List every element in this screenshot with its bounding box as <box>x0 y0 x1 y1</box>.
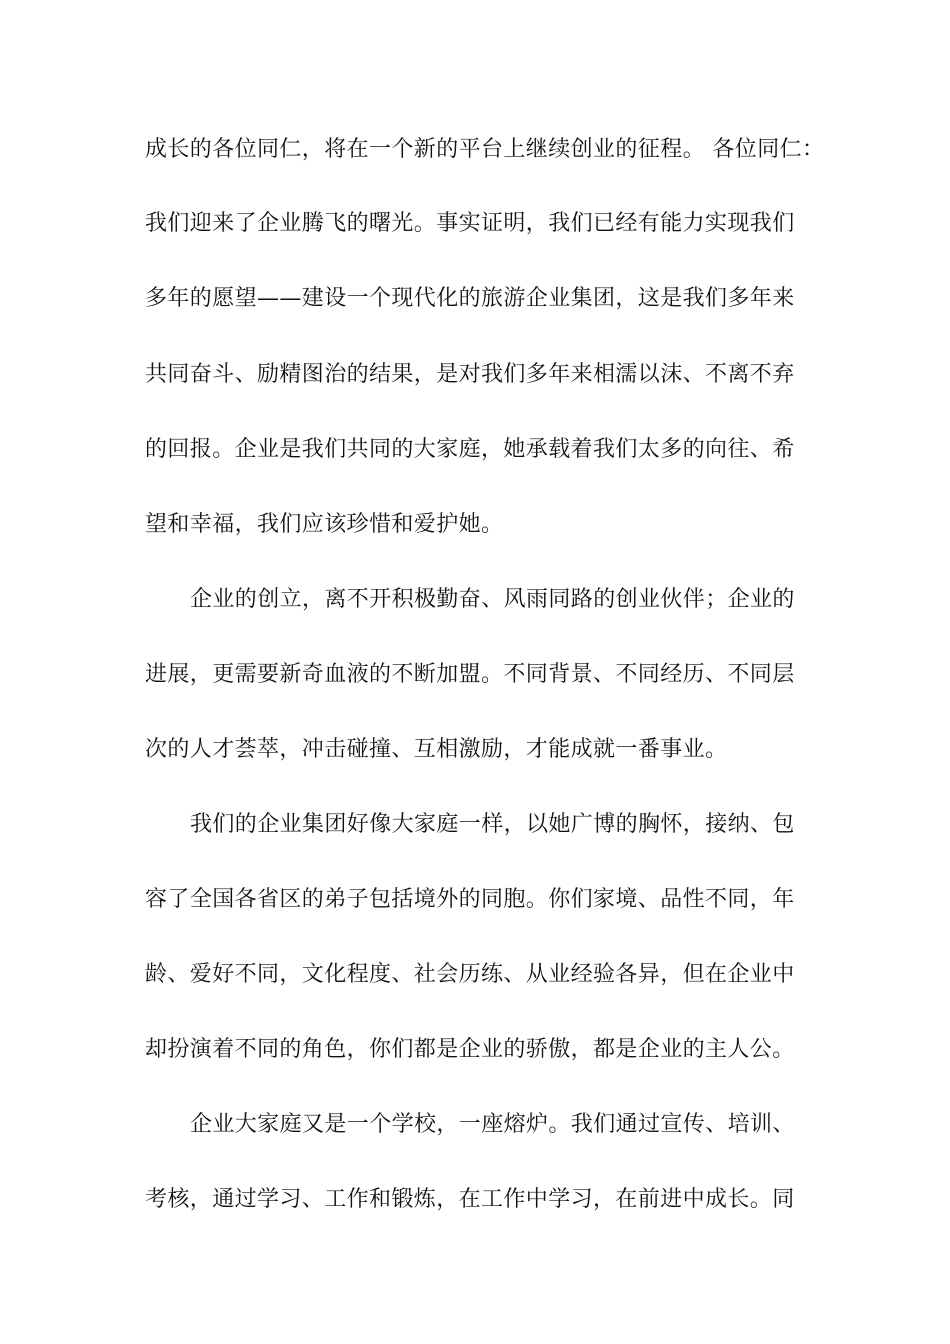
text-line-5: 的回报。企业是我们共同的大家庭，她承载着我们太多的向往、希 <box>145 437 795 462</box>
text-line-11: 容了全国各省区的弟子包括境外的同胞。你们家境、品性不同，年 <box>145 887 795 912</box>
text-line-1: 成长的各位同仁，将在一个新的平台上继续创业的征程。 各位同仁： <box>145 137 825 162</box>
text-line-3: 多年的愿望——建设一个现代化的旅游企业集团，这是我们多年来 <box>145 286 795 311</box>
text-line-14: 企业大家庭又是一个学校，一座熔炉。我们通过宣传、培训、 <box>190 1112 795 1137</box>
text-line-4: 共同奋斗、励精图治的结果，是对我们多年来相濡以沫、不离不弃 <box>145 362 795 387</box>
text-line-12: 龄、爱好不同，文化程度、社会历练、从业经验各异，但在企业中 <box>145 962 795 987</box>
text-line-13: 却扮演着不同的角色，你们都是企业的骄傲，都是企业的主人公。 <box>145 1037 795 1062</box>
text-line-10: 我们的企业集团好像大家庭一样，以她广博的胸怀，接纳、包 <box>190 812 795 837</box>
text-line-15: 考核，通过学习、工作和锻炼，在工作中学习，在前进中成长。同 <box>145 1187 795 1212</box>
text-line-2: 我们迎来了企业腾飞的曙光。事实证明，我们已经有能力实现我们 <box>145 211 795 236</box>
text-line-7: 企业的创立，离不开积极勤奋、风雨同路的创业伙伴；企业的 <box>190 587 795 612</box>
text-line-9: 次的人才荟萃，冲击碰撞、互相激励，才能成就一番事业。 <box>145 737 728 762</box>
text-line-8: 进展，更需要新奇血液的不断加盟。不同背景、不同经历、不同层 <box>145 662 795 687</box>
text-line-6: 望和幸福，我们应该珍惜和爱护她。 <box>145 512 504 537</box>
